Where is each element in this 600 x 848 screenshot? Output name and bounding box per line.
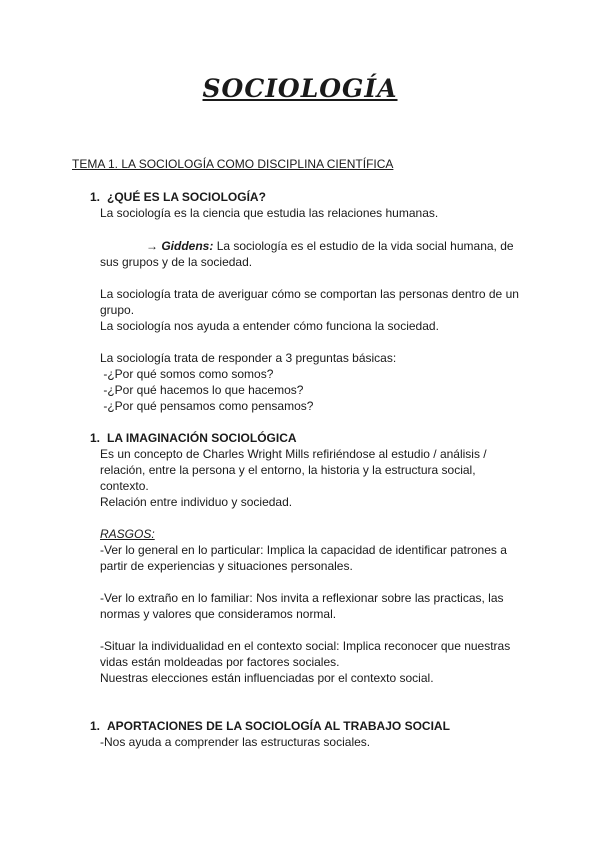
section-3-title: APORTACIONES DE LA SOCIOLOGÍA AL TRABAJO SOCIAL <box>107 719 450 733</box>
section-1-definition <box>100 205 540 221</box>
questions-block <box>100 350 540 414</box>
rasgo-2 <box>100 590 540 622</box>
paragraph-line: -Ver lo general en lo particular: Implica la capacidad de identificar patrones a <box>100 543 507 557</box>
section-1-heading <box>90 190 266 204</box>
paragraph-line: contexto. <box>100 479 149 493</box>
paragraph-line: -Situar la individualidad en el contexto social: Implica reconocer que nuestras <box>100 639 511 653</box>
section-2-title: LA IMAGINACIÓN SOCIOLÓGICA <box>107 431 297 445</box>
giddens-quote <box>100 238 540 270</box>
rasgos-block <box>100 526 540 574</box>
paragraph-line: Nuestras elecciones están influenciadas por el contexto social. <box>100 671 434 685</box>
paragraph-line: partir de experiencias y situaciones personales. <box>100 559 353 573</box>
question-item: -¿Por qué somos como somos? <box>100 367 274 381</box>
document-title: SOCIOLOGÍA <box>202 74 398 103</box>
questions-intro: La sociología trata de responder a 3 preguntas básicas: <box>100 351 397 365</box>
giddens-name: Giddens: <box>161 239 214 253</box>
section-3-heading <box>90 719 450 733</box>
arrow-icon: → <box>146 239 158 253</box>
rasgos-label: RASGOS: <box>100 527 155 541</box>
giddens-text-1: La sociología es el estudio de la vida social humana, de <box>213 239 514 253</box>
section-2-number: 1. <box>90 431 101 445</box>
giddens-line-1 <box>100 238 540 254</box>
paragraph-line: relación, entre la persona y el entorno, la historia y la estructura social, <box>100 463 476 477</box>
question-item: -¿Por qué pensamos como pensamos? <box>100 399 314 413</box>
paragraph-line: -Nos ayuda a comprender las estructuras sociales. <box>100 735 371 749</box>
paragraph-line: Relación entre individuo y sociedad. <box>100 495 293 509</box>
paragraph-line: grupo. <box>100 303 135 317</box>
tema-heading: TEMA 1. LA SOCIOLOGÍA COMO DISCIPLINA CIENTÍFICA <box>72 157 394 171</box>
section-1-number: 1. <box>90 190 101 204</box>
paragraph-line: La sociología nos ayuda a entender cómo funciona la sociedad. <box>100 319 439 333</box>
section-2-heading <box>90 431 297 445</box>
section-3-number: 1. <box>90 719 101 733</box>
question-item: -¿Por qué hacemos lo que hacemos? <box>100 383 304 397</box>
paragraph-line: normas y valores que consideramos normal. <box>100 607 337 621</box>
definition-line: La sociología es la ciencia que estudia las relaciones humanas. <box>100 206 439 220</box>
section-3-body <box>100 734 540 750</box>
paragraph-line: La sociología trata de averiguar cómo se comportan las personas dentro de un <box>100 287 519 301</box>
paragraph-line: Es un concepto de Charles Wright Mills refiriéndose al estudio / análisis / <box>100 447 487 461</box>
section-1-paragraph-2 <box>100 286 540 334</box>
rasgo-3 <box>100 638 540 686</box>
giddens-line-2: sus grupos y de la sociedad. <box>100 255 253 269</box>
paragraph-line: vidas están moldeadas por factores sociales. <box>100 655 340 669</box>
concept-block <box>100 446 540 510</box>
paragraph-line: -Ver lo extraño en lo familiar: Nos invita a reflexionar sobre las practicas, las <box>100 591 504 605</box>
section-1-title: ¿QUÉ ES LA SOCIOLOGÍA? <box>107 190 266 204</box>
